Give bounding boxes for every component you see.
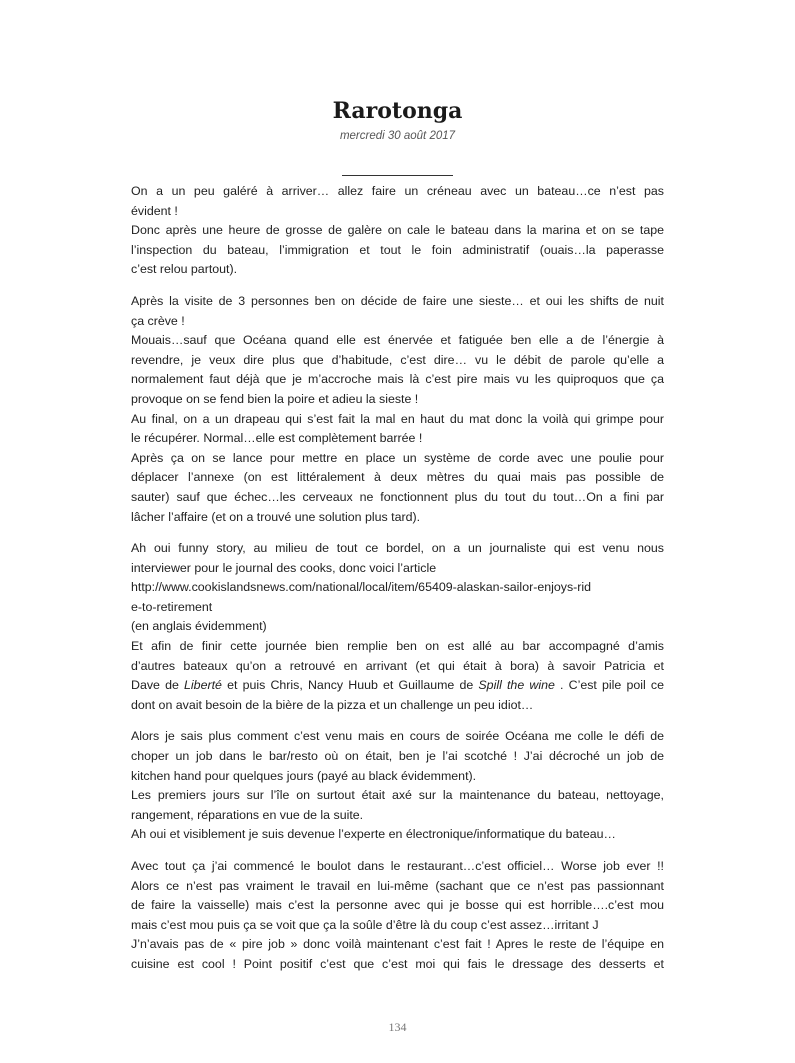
text-line: http://www.cookislandsnews.com/national/local/item/65409-alaskan-sailor-enjoys-rid [131,580,592,595]
text-line: Au final, on a un drapeau qui s’est fait la mal en haut du mat donc la voilà qui grimpe pour [131,411,664,426]
page-title: Rarotonga [332,98,463,124]
text-segment: Dave de [131,678,185,693]
page-number: 134 [388,1020,407,1034]
text-line: revendre, je veux dire plus que d’habitude, c’est dire… vu le débit de parole qu’elle a [131,352,664,367]
text-line: évident ! [131,203,178,218]
text-line: ça crève ! [131,313,185,328]
text-line: On a un peu galéré à arriver… allez faire un créneau avec un bateau…ce n’est pas [131,184,664,198]
article-body [131,182,664,987]
text-line: J’n’avais pas de « pire job » donc voilà maintenant c’est fait ! Apres le reste de l’équipe en [131,937,664,952]
text-line: kitchen hand pour quelques jours (payé au black évidemment). [131,768,477,783]
text-line: de faire la vaisselle) mais c’est la personne avec qui je bosse qui est horrible….c’est mou [131,898,664,913]
paragraph [131,182,664,280]
text-line [131,676,664,696]
text-line: mais c’est mou puis ça se voit que ça la soûle d’être là du coup c’est assez…irritant J [131,917,599,932]
text-line: Après la visite de 3 personnes ben on décide de faire une sieste… et oui les shifts de nuit [131,293,664,308]
title-divider [342,175,453,176]
boat-name: Spill the wine [478,678,555,693]
text-line: déplacer l’annexe (on est littéralement à deux mètres du quai mais pas possible de [131,470,664,485]
text-line: Alors ce n’est pas vraiment le travail en lui-même (sachant que ce n’est pas passionnant [131,878,664,893]
paragraph [131,727,664,845]
text-segment: et puis Chris, Nancy Huub et Guillaume de [221,678,479,693]
text-line: normalement faut déjà que je m’accroche mais là c’est pire mais vu les quiproquos que ça [131,372,664,387]
text-line: Ah oui et visiblement je suis devenue l’experte en électronique/informatique du bateau… [131,827,616,842]
text-line: dont on avait besoin de la bière de la pizza et un challenge un peu idiot… [131,697,534,712]
text-line: (en anglais évidemment) [131,619,267,634]
text-line: Alors je sais plus comment c’est venu mais en cours de soirée Océana me colle le défi de [131,729,664,744]
text-line: Les premiers jours sur l’île on surtout était axé sur la maintenance du bateau, nettoyage, [131,788,664,803]
text-line: Et afin de finir cette journée bien remplie ben on est allé au bar accompagné d’amis [131,639,664,654]
text-line: d’autres bateaux qu’on a retrouvé en arrivant (et qui était à bora) à savoir Patricia et [131,658,664,673]
text-line: lâcher l’affaire (et on a trouvé une solution plus tard). [131,509,421,524]
paragraph [131,292,664,527]
text-line: sauter) sauf que échec…les cerveaux ne fonctionnent plus du tout du tout…On a fini par [131,489,664,504]
text-line: Donc après une heure de grosse de galère on cale le bateau dans la marina et on se tape [131,223,664,238]
text-line: le récupérer. Normal…elle est complètement barrée ! [131,431,423,446]
text-segment: . C’est pile poil ce [554,678,665,693]
text-line: provoque on se fend bien la poire et adieu la sieste ! [131,391,419,406]
post-date: mercredi 30 août 2017 [339,130,456,142]
paragraph [131,857,664,975]
text-line: c’est relou partout). [131,262,238,277]
paragraph [131,539,664,715]
text-line: Mouais…sauf que Océana quand elle est énervée et fatiguée ben elle a de l’énergie à [131,333,664,348]
text-line: Après ça on se lance pour mettre en place un système de corde avec une poulie pour [131,450,664,465]
text-line: choper un job dans le bar/resto où on était, ben je l’ai scotché ! J’ai décroché un job de [131,749,664,764]
text-line: e-to-retirement [131,599,213,614]
boat-name: Liberté [184,678,222,693]
text-line: Avec tout ça j’ai commencé le boulot dans le restaurant…c’est officiel… Worse job ever !! [131,859,664,873]
text-line: interviewer pour le journal des cooks, donc voici l’article [131,560,437,575]
text-line: cuisine est cool ! Point positif c’est que c’est moi qui fais le dressage des desserts et [131,956,664,971]
text-line: l’inspection du bateau, l’immigration et tout le foin administratif (ouais…la paperasse [131,242,664,257]
text-line: Ah oui funny story, au milieu de tout ce bordel, on a un journaliste qui est venu nous [131,541,664,556]
text-line: rangement, réparations en vue de la suite. [131,807,364,822]
